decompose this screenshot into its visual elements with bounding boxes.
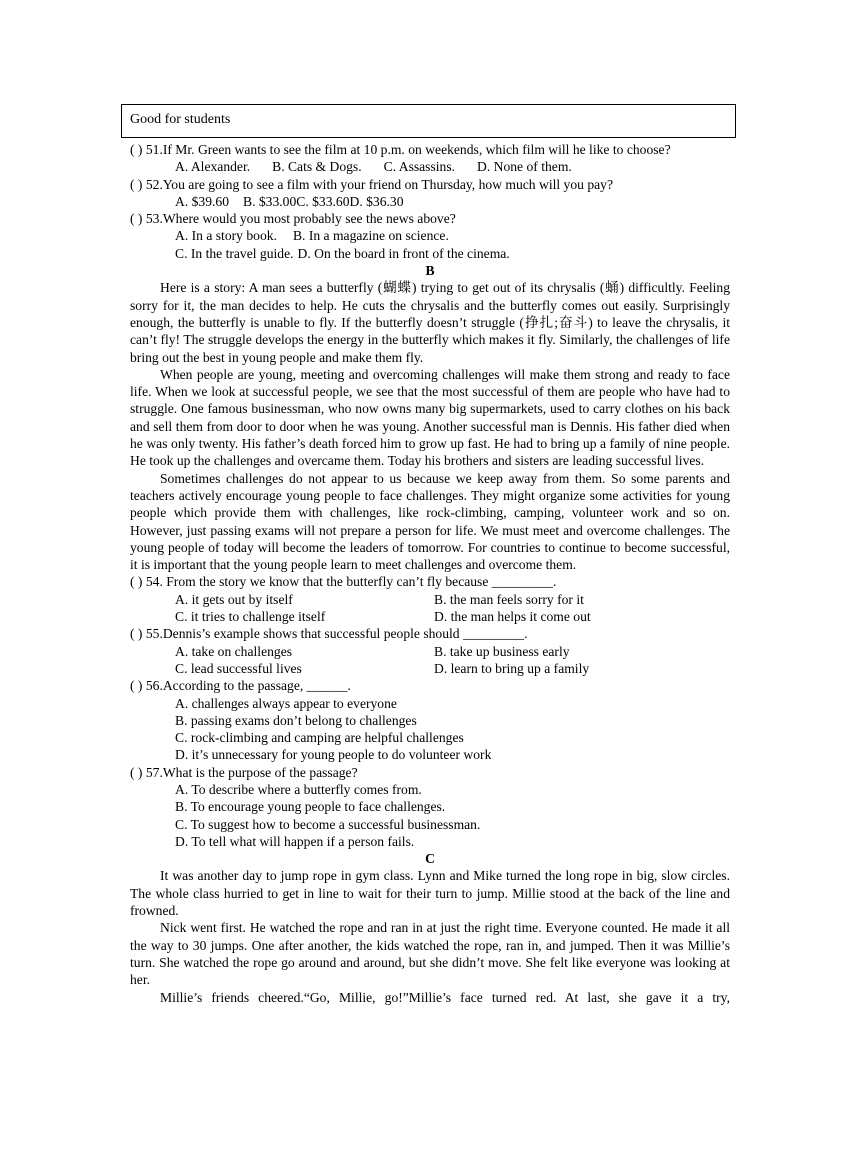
- option-b: B. passing exams don’t belong to challenges: [175, 712, 417, 728]
- option-b: B. In a magazine on science.: [292, 228, 449, 244]
- option-b: B. $33.00: [243, 193, 297, 209]
- option-d: D. On the board in front of the cinema.: [297, 245, 510, 261]
- option-d: D. $36.30: [349, 193, 404, 209]
- question-56: [130, 677, 730, 763]
- question-prefix: ( ) 53.: [130, 211, 163, 227]
- option-b: B. Cats & Dogs.: [272, 159, 362, 175]
- question-prefix: ( ) 57.: [130, 764, 163, 780]
- option-c: C. it tries to challenge itself: [175, 609, 326, 625]
- question-stem: You are going to see a film with your friend on Thursday, how much will you pay?: [162, 176, 614, 192]
- option-d: D. None of them.: [477, 159, 572, 175]
- paragraph: Here is a story: A man sees a butterfly (蝴蝶) trying to get out of its chrysalis (蛹) difficultly. Feeling sorry for it, the man decides to help. He cuts the chrysalis and the butterfly comes out easily. Surprisingly enough, the butterfly is unable to fly. If the butterfly doesn’t struggle (挣扎;奋斗) to leave the chrysalis, it can’t fly! The struggle develops the energy in the butterfly which makes it fly. Similarly, the challenges of life bring out the best in young people and make them fly.: [130, 280, 730, 365]
- option-d: D. the man helps it come out: [434, 609, 591, 625]
- option-b: B. the man feels sorry for it: [434, 591, 584, 607]
- question-stem: What is the purpose of the passage?: [162, 764, 358, 780]
- question-stem: Where would you most probably see the news above?: [162, 211, 456, 227]
- option-a: A. take on challenges: [175, 643, 293, 659]
- question-prefix: ( ) 54.: [130, 574, 167, 590]
- options-row: [130, 227, 730, 244]
- options-row: [130, 158, 730, 175]
- options-row: [130, 608, 730, 625]
- question-53: [130, 210, 730, 262]
- option-d: D. learn to bring up a family: [434, 660, 590, 676]
- question-stem: According to the passage, ______.: [162, 678, 351, 694]
- header-text: Good for students: [130, 112, 231, 127]
- option-a: A. In a story book.: [175, 228, 277, 244]
- option-a: A. To describe where a butterfly comes from.: [175, 781, 422, 797]
- question-57: [130, 764, 730, 850]
- paragraph: When people are young, meeting and overcoming challenges will make them strong and ready to face life. When we look at successful people, we see that the most successful of them are people who have had to struggle. One famous businessman, who now owns many big supermarkets, used to carry clothes on his back and sell them from door to door when he was young. Another successful man is Dennis. His father died when he was only twenty. His father’s death forced him to grow up fast. He had to bring up a family of nine people. He took up the challenges and overcame them. Today his brothers and sisters are leading successful lives.: [130, 366, 730, 469]
- option-c: C. rock-climbing and camping are helpful challenges: [175, 730, 464, 746]
- document-content: [130, 141, 730, 1006]
- paragraph: Nick went first. He watched the rope and ran in at just the right time. Everyone counted. He made it all the way to 30 jumps. One after another, the kids watched the rope, ran in, and jumped. Then it was Millie’s turn. She watched the rope go around and around, but she didn’t move. She felt like everyone was looking at her.: [130, 920, 730, 988]
- options-row: [130, 193, 730, 210]
- question-prefix: ( ) 52.: [130, 176, 163, 192]
- option-c: C. lead successful lives: [175, 660, 302, 676]
- question-prefix: ( ) 51.: [130, 142, 163, 157]
- option-c: C. To suggest how to become a successful businessman.: [175, 816, 481, 832]
- question-stem: If Mr. Green wants to see the film at 10 p.m. on weekends, which film will he like to choose?: [162, 142, 671, 157]
- option-a: A. $39.60: [175, 193, 229, 209]
- question-51: [130, 141, 730, 176]
- option-c: C. In the travel guide.: [175, 245, 294, 261]
- question-prefix: ( ) 55.: [130, 626, 163, 642]
- option-b: B. take up business early: [434, 643, 570, 659]
- option-a: A. Alexander.: [175, 159, 251, 175]
- paragraph: It was another day to jump rope in gym class. Lynn and Mike turned the long rope in big, slow circles. The whole class hurried to get in line to wait for their turn to jump. Millie stood at the back of the line and frowned.: [130, 868, 730, 919]
- question-prefix: ( ) 56.: [130, 678, 163, 694]
- question-55: [130, 625, 730, 677]
- option-d: D. To tell what will happen if a person fails.: [175, 833, 415, 849]
- option-a: A. it gets out by itself: [175, 591, 293, 607]
- question-stem: Dennis’s example shows that successful people should _________.: [162, 626, 528, 642]
- paragraph: Sometimes challenges do not appear to us because we keep away from them. So some parents and teachers actively encourage young people to face challenges. They might organize some activities for young people which provide them with challenges, like rock-climbing, camping, volunteer work and so on. However, just passing exams will not prepare a person for life. We must meet and overcome challenges. The young people of today will become the leaders of tomorrow. For countries to continue to become successful, it is important that the young people learn to meet challenges and overcome them.: [130, 470, 730, 573]
- options-row: [130, 591, 730, 608]
- section-title-c: C: [425, 851, 435, 867]
- section-title-b: B: [425, 263, 435, 279]
- options-row: [130, 245, 730, 262]
- options-row: [130, 643, 730, 660]
- options-row: [130, 660, 730, 677]
- option-c: C. Assassins.: [383, 159, 456, 175]
- option-d: D. it’s unnecessary for young people to do volunteer work: [175, 747, 492, 763]
- header-box: [121, 104, 736, 138]
- question-54: [130, 573, 730, 625]
- option-c: C. $33.60: [296, 193, 350, 209]
- paragraph: Millie’s friends cheered.“Go, Millie, go!”Millie’s face turned red. At last, she gave it a try,: [160, 989, 730, 1005]
- option-a: A. challenges always appear to everyone: [175, 695, 397, 711]
- question-stem: From the story we know that the butterfly can’t fly because _________.: [166, 574, 557, 590]
- question-52: [130, 176, 730, 211]
- option-b: B. To encourage young people to face challenges.: [175, 799, 446, 815]
